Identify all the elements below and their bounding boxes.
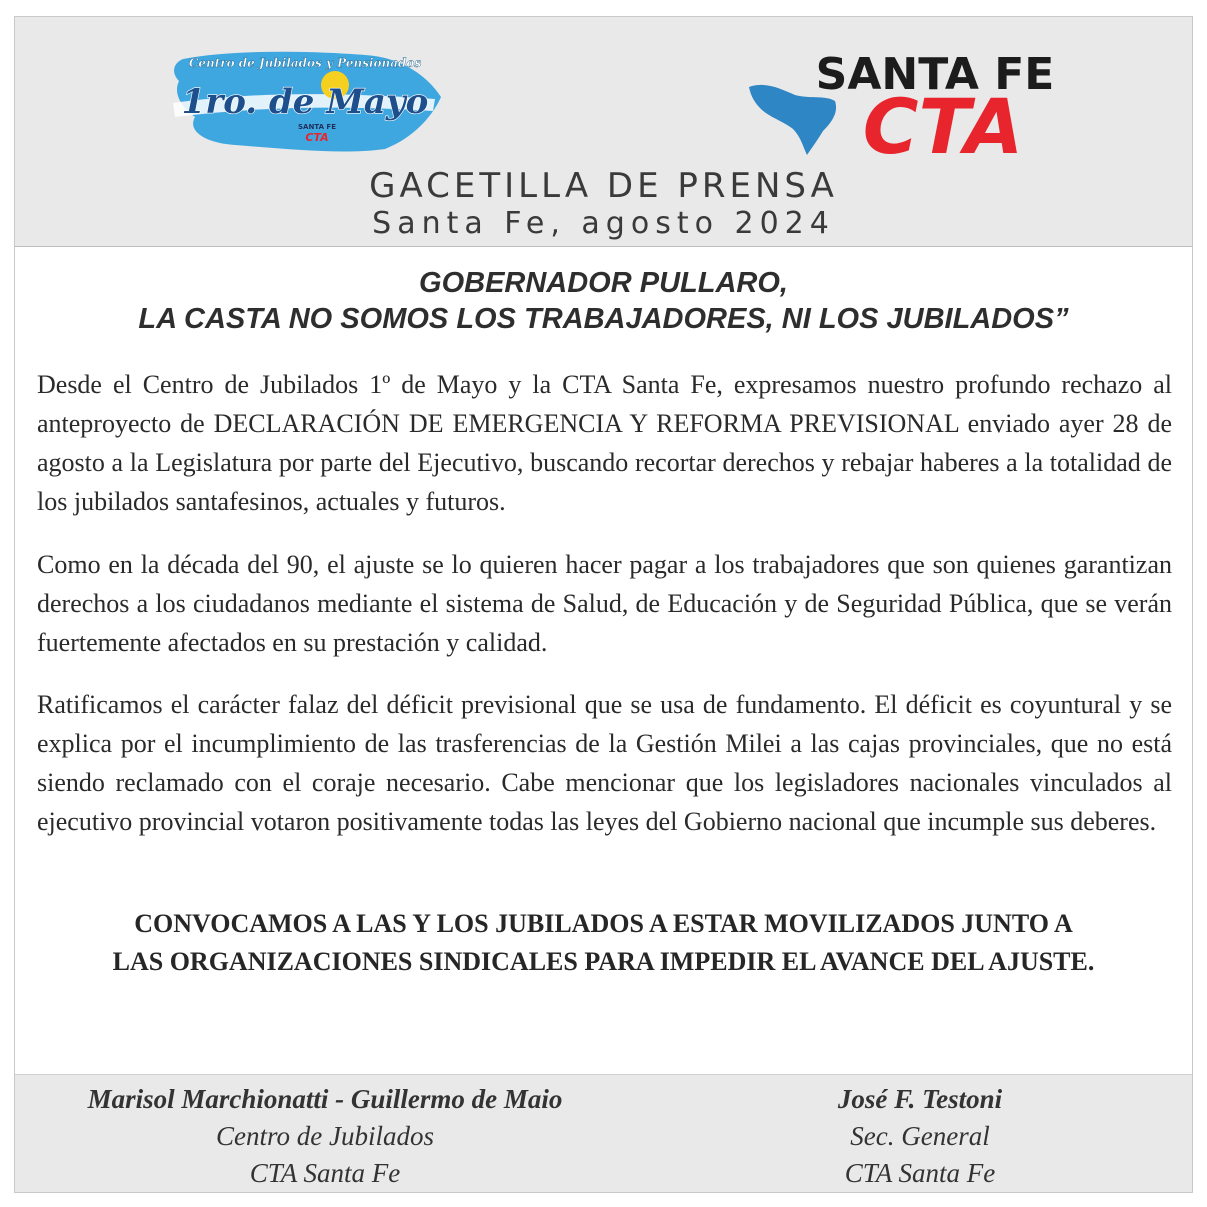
paragraph-1: Desde el Centro de Jubilados 1º de Mayo y la CTA Santa Fe, expresamos nuestro profundo rechazo al anteproyecto de DECLARACIÓN DE EMERGENCIA Y REFORMA PREVISIONAL enviado ayer 28 de agosto a la Legislatura por parte del Ejecutivo, buscando recortar derechos y rebajar haberes a la totalidad de los jubilados santafesinos, actuales y futuros.: [37, 370, 1172, 516]
press-release-page: [14, 16, 1193, 1193]
logo-right-top-text: SANTA FE: [815, 49, 1055, 100]
signature-right-org: CTA Santa Fe: [844, 1158, 996, 1188]
page-subtitle: Santa Fe, agosto 2024: [372, 206, 835, 241]
signature-right: [705, 1081, 1135, 1192]
signature-left: [25, 1081, 625, 1192]
centro-jubilados-logo: [165, 45, 445, 155]
paragraph-2: Como en la década del 90, el ajuste se lo quieren hacer pagar a los trabajadores que son quienes garantizan derechos a los ciudadanos mediante el sistema de Salud, de Educación y de Seguridad Pública, que se verán fuertemente afectados en su prestación y calidad.: [37, 550, 1172, 657]
header-banner: [15, 17, 1192, 247]
signature-right-role: Sec. General: [850, 1121, 990, 1151]
call-to-action-line-2: LAS ORGANIZACIONES SINDICALES PARA IMPEDIR EL AVANCE DEL AJUSTE.: [112, 947, 1095, 976]
logo-left-sub-text: SANTA FE: [298, 123, 336, 131]
paragraph-3: Ratificamos el carácter falaz del déficit previsional que se usa de fundamento. El déficit es coyuntural y se explica por el incumplimiento de las trasferencias de la Gestión Milei a las cajas provinciales, que no está siendo reclamado con el coraje necesario. Cabe mencionar que los legisladores nacionales vinculados al ejecutivo provincial votaron positivamente todas las leyes del Gobierno nacional que incumple sus deberes.: [37, 690, 1172, 836]
call-to-action: [15, 905, 1192, 981]
logo-left-top-text: Centro de Jubilados y Pensionados: [188, 56, 422, 70]
logo-left-main-text: 1ro. de Mayo: [181, 82, 429, 122]
signature-left-name: Marisol Marchionatti - Guillermo de Maio: [87, 1084, 563, 1114]
logo-right-main-text: CTA: [862, 82, 1024, 161]
page-title: GACETILLA DE PRENSA: [369, 166, 838, 206]
headline-line-1: GOBERNADOR PULLARO,: [419, 267, 788, 299]
signature-left-org: CTA Santa Fe: [249, 1158, 401, 1188]
signature-footer: [15, 1074, 1192, 1192]
headline-line-2: LA CASTA NO SOMOS LOS TRABAJADORES, NI LOS JUBILADOS”: [138, 303, 1069, 335]
signature-right-name: José F. Testoni: [837, 1084, 1003, 1114]
logo-left-badge-text: CTA: [305, 131, 329, 144]
call-to-action-line-1: CONVOCAMOS A LAS Y LOS JUBILADOS A ESTAR MOVILIZADOS JUNTO A: [134, 909, 1073, 938]
headline: [15, 265, 1192, 337]
signature-left-role: Centro de Jubilados: [216, 1121, 434, 1151]
cta-santa-fe-logo: [735, 31, 1065, 161]
